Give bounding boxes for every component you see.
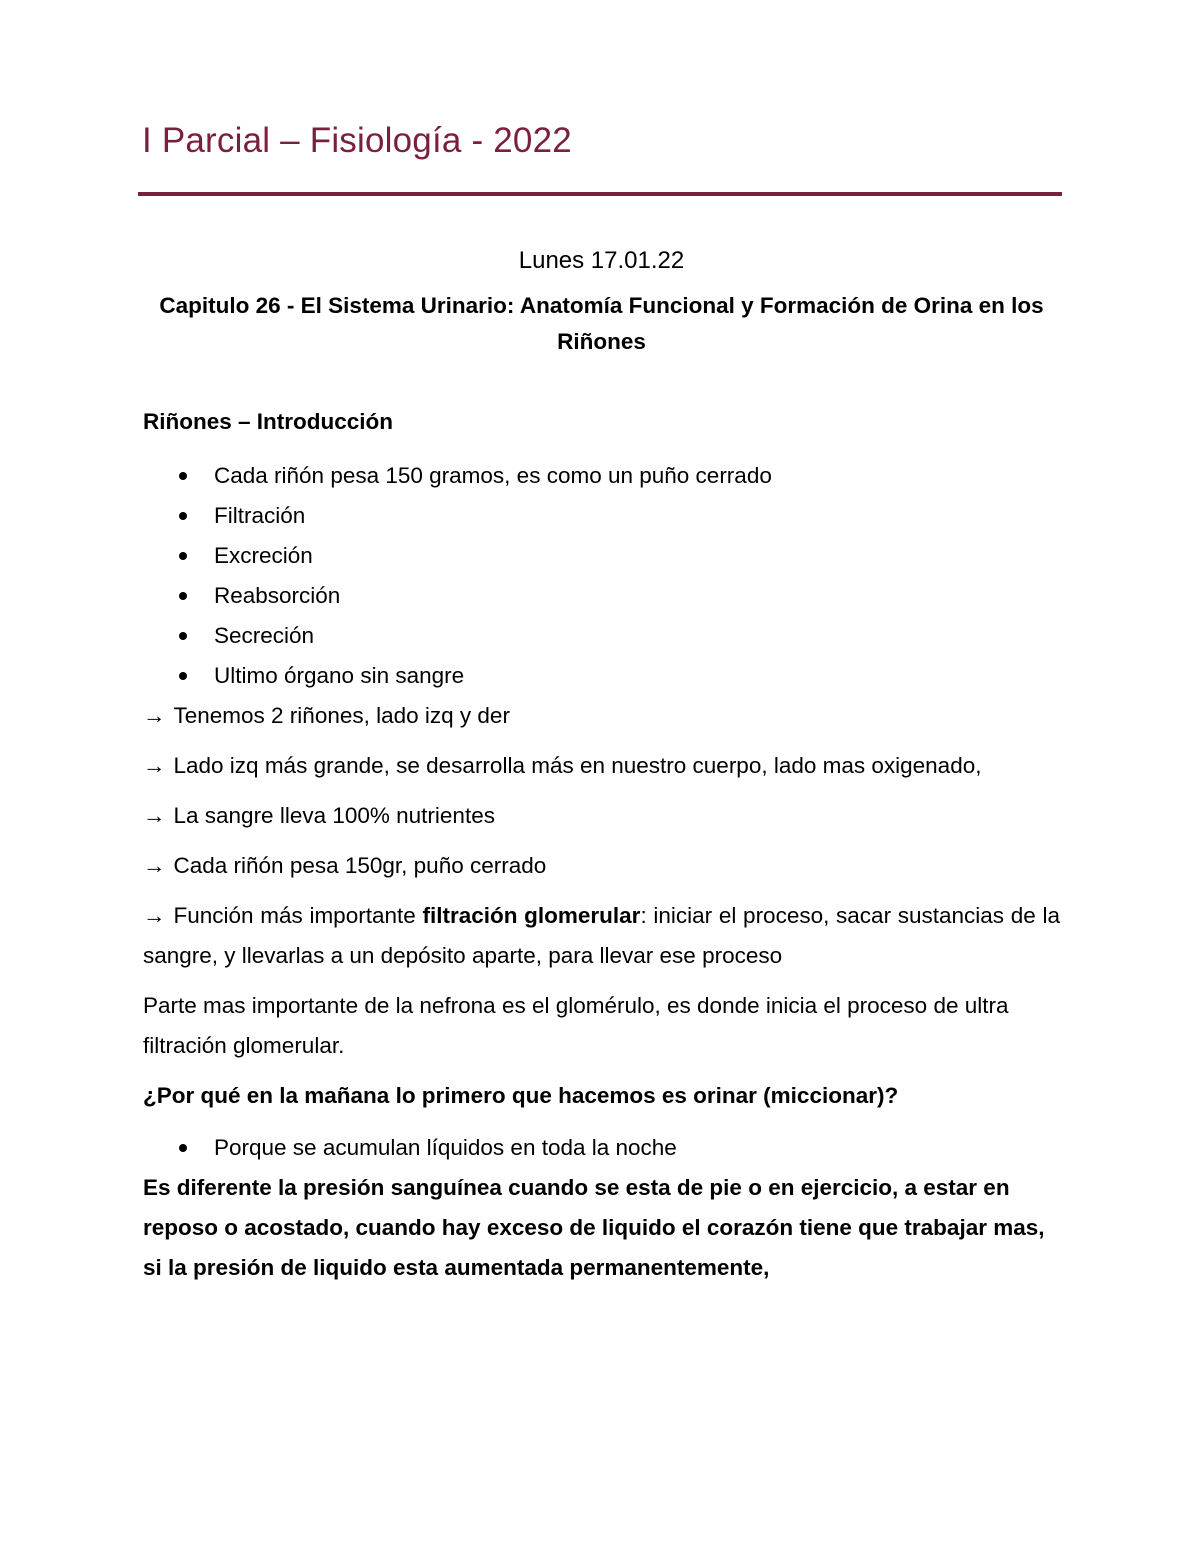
intro-bullet-list [143, 456, 1060, 696]
bullet-icon [179, 512, 187, 520]
list-item [143, 616, 1060, 656]
document-body [143, 238, 1060, 1298]
list-item-text: Reabsorción [214, 583, 341, 608]
function-text-before: Función más importante [173, 903, 423, 928]
bullet-icon [179, 552, 187, 560]
arrow-right-icon: → [143, 703, 166, 728]
document-title: I Parcial – Fisiología - 2022 [142, 121, 572, 160]
arrow-note [143, 696, 1060, 736]
section-heading: Riñones – Introducción [143, 409, 394, 434]
list-item [143, 656, 1060, 696]
list-item [143, 576, 1060, 616]
answer-bullet-list [143, 1128, 1060, 1168]
chapter-title: Capitulo 26 - El Sistema Urinario: Anatomía Funcional y Formación de Orina en los Riñones [159, 293, 1044, 354]
presion-paragraph: Es diferente la presión sanguínea cuando se esta de pie o en ejercicio, a estar en reposo o acostado, cuando hay exceso de liquido el corazón tiene que trabajar mas, si la presión de liquido esta aumentada permanentemente, [143, 1175, 1045, 1280]
arrow-note [143, 746, 1060, 786]
list-item-text: Ultimo órgano sin sangre [214, 663, 465, 688]
title-underline [138, 192, 1062, 196]
arrow-note [143, 796, 1060, 836]
question-heading: ¿Por qué en la mañana lo primero que hacemos es orinar (miccionar)? [143, 1083, 899, 1108]
list-item-text: Filtración [214, 503, 306, 528]
bullet-icon [179, 1144, 187, 1152]
list-item [143, 536, 1060, 576]
arrow-right-icon: → [143, 753, 166, 778]
list-item-text: Excreción [214, 543, 313, 568]
list-item-text: Porque se acumulan líquidos en toda la noche [214, 1135, 677, 1160]
list-item-text: Cada riñón pesa 150 gramos, es como un puño cerrado [214, 463, 772, 488]
bullet-icon [179, 472, 187, 480]
lecture-date: Lunes 17.01.22 [518, 247, 685, 274]
list-item [143, 1128, 1060, 1168]
arrow-right-icon: → [143, 853, 166, 878]
function-paragraph [143, 896, 1060, 976]
arrow-note-text: Cada riñón pesa 150gr, puño cerrado [173, 853, 547, 878]
arrow-right-icon: → [143, 903, 166, 928]
list-item-text: Secreción [214, 623, 315, 648]
bullet-icon [179, 672, 187, 680]
arrow-note [143, 846, 1060, 886]
nefrona-paragraph: Parte mas importante de la nefrona es el glomérulo, es donde inicia el proceso de ultra filtración glomerular. [143, 993, 1009, 1058]
bullet-icon [179, 632, 187, 640]
arrow-note-text: La sangre lleva 100% nutrientes [173, 803, 495, 828]
list-item [143, 456, 1060, 496]
function-key-term: filtración glomerular [422, 903, 641, 928]
arrow-note-text: Tenemos 2 riñones, lado izq y der [173, 703, 510, 728]
arrow-note-text: Lado izq más grande, se desarrolla más en nuestro cuerpo, lado mas oxigenado, [173, 753, 982, 778]
list-item [143, 496, 1060, 536]
function-text-after: : iniciar el proceso, sacar sustancias de la sangre, y llevarlas a un depósito aparte, para llevar ese proceso [143, 903, 1060, 968]
arrow-right-icon: → [143, 803, 166, 828]
bullet-icon [179, 592, 187, 600]
